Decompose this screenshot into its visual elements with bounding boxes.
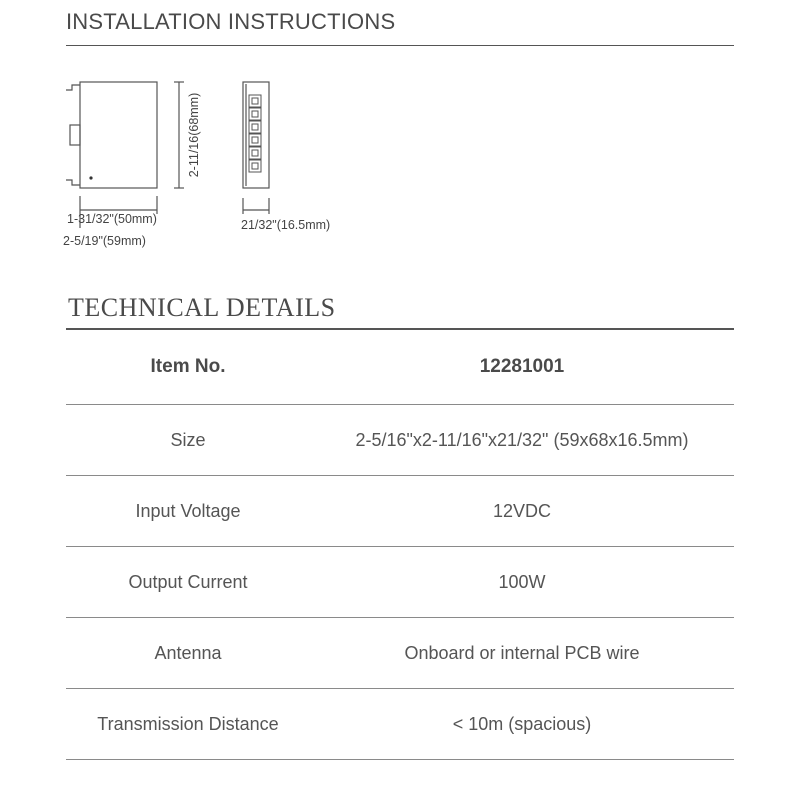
height-dimension-label: 2-11/16(68mm): [187, 92, 201, 178]
heading-divider: [66, 328, 734, 330]
spec-label: Antenna: [154, 643, 222, 663]
top-mounting-clip: [66, 85, 80, 90]
spec-value: Onboard or internal PCB wire: [404, 643, 640, 663]
table-row: [66, 618, 734, 689]
spec-label: Transmission Distance: [97, 714, 279, 734]
spec-value: 12VDC: [492, 501, 552, 521]
status-led: [89, 176, 92, 179]
spec-table: [66, 333, 734, 760]
bottom-mounting-clip: [66, 180, 80, 185]
spec-label: Size: [170, 430, 206, 450]
spec-label: Output Current: [128, 572, 248, 592]
spec-value: 2-5/16"x2-11/16"x21/32" (59x68x16.5mm): [355, 430, 689, 450]
spec-value: 100W: [498, 572, 546, 592]
item-no-value: 12281001: [479, 356, 565, 377]
installation-instructions-heading: INSTALLATION INSTRUCTIONS: [66, 9, 396, 34]
spec-label: Input Voltage: [135, 501, 241, 521]
table-row: [66, 547, 734, 618]
outer-width-dimension-label: 2-5/19"(59mm): [63, 234, 146, 248]
table-header-row: [66, 333, 734, 405]
spec-value: < 10m (spacious): [452, 714, 592, 734]
inner-width-dimension-label: 1-31/32"(50mm): [67, 212, 157, 226]
depth-dimension-label: 21/32"(16.5mm): [241, 218, 331, 232]
table-row: [66, 405, 734, 476]
item-no-label: Item No.: [150, 356, 226, 377]
technical-details-heading: TECHNICAL DETAILS: [68, 293, 336, 322]
table-row: [66, 689, 734, 760]
side-bracket: [70, 125, 80, 145]
terminal-block: [249, 95, 261, 172]
table-row: [66, 476, 734, 547]
front-view-body: [80, 82, 157, 188]
